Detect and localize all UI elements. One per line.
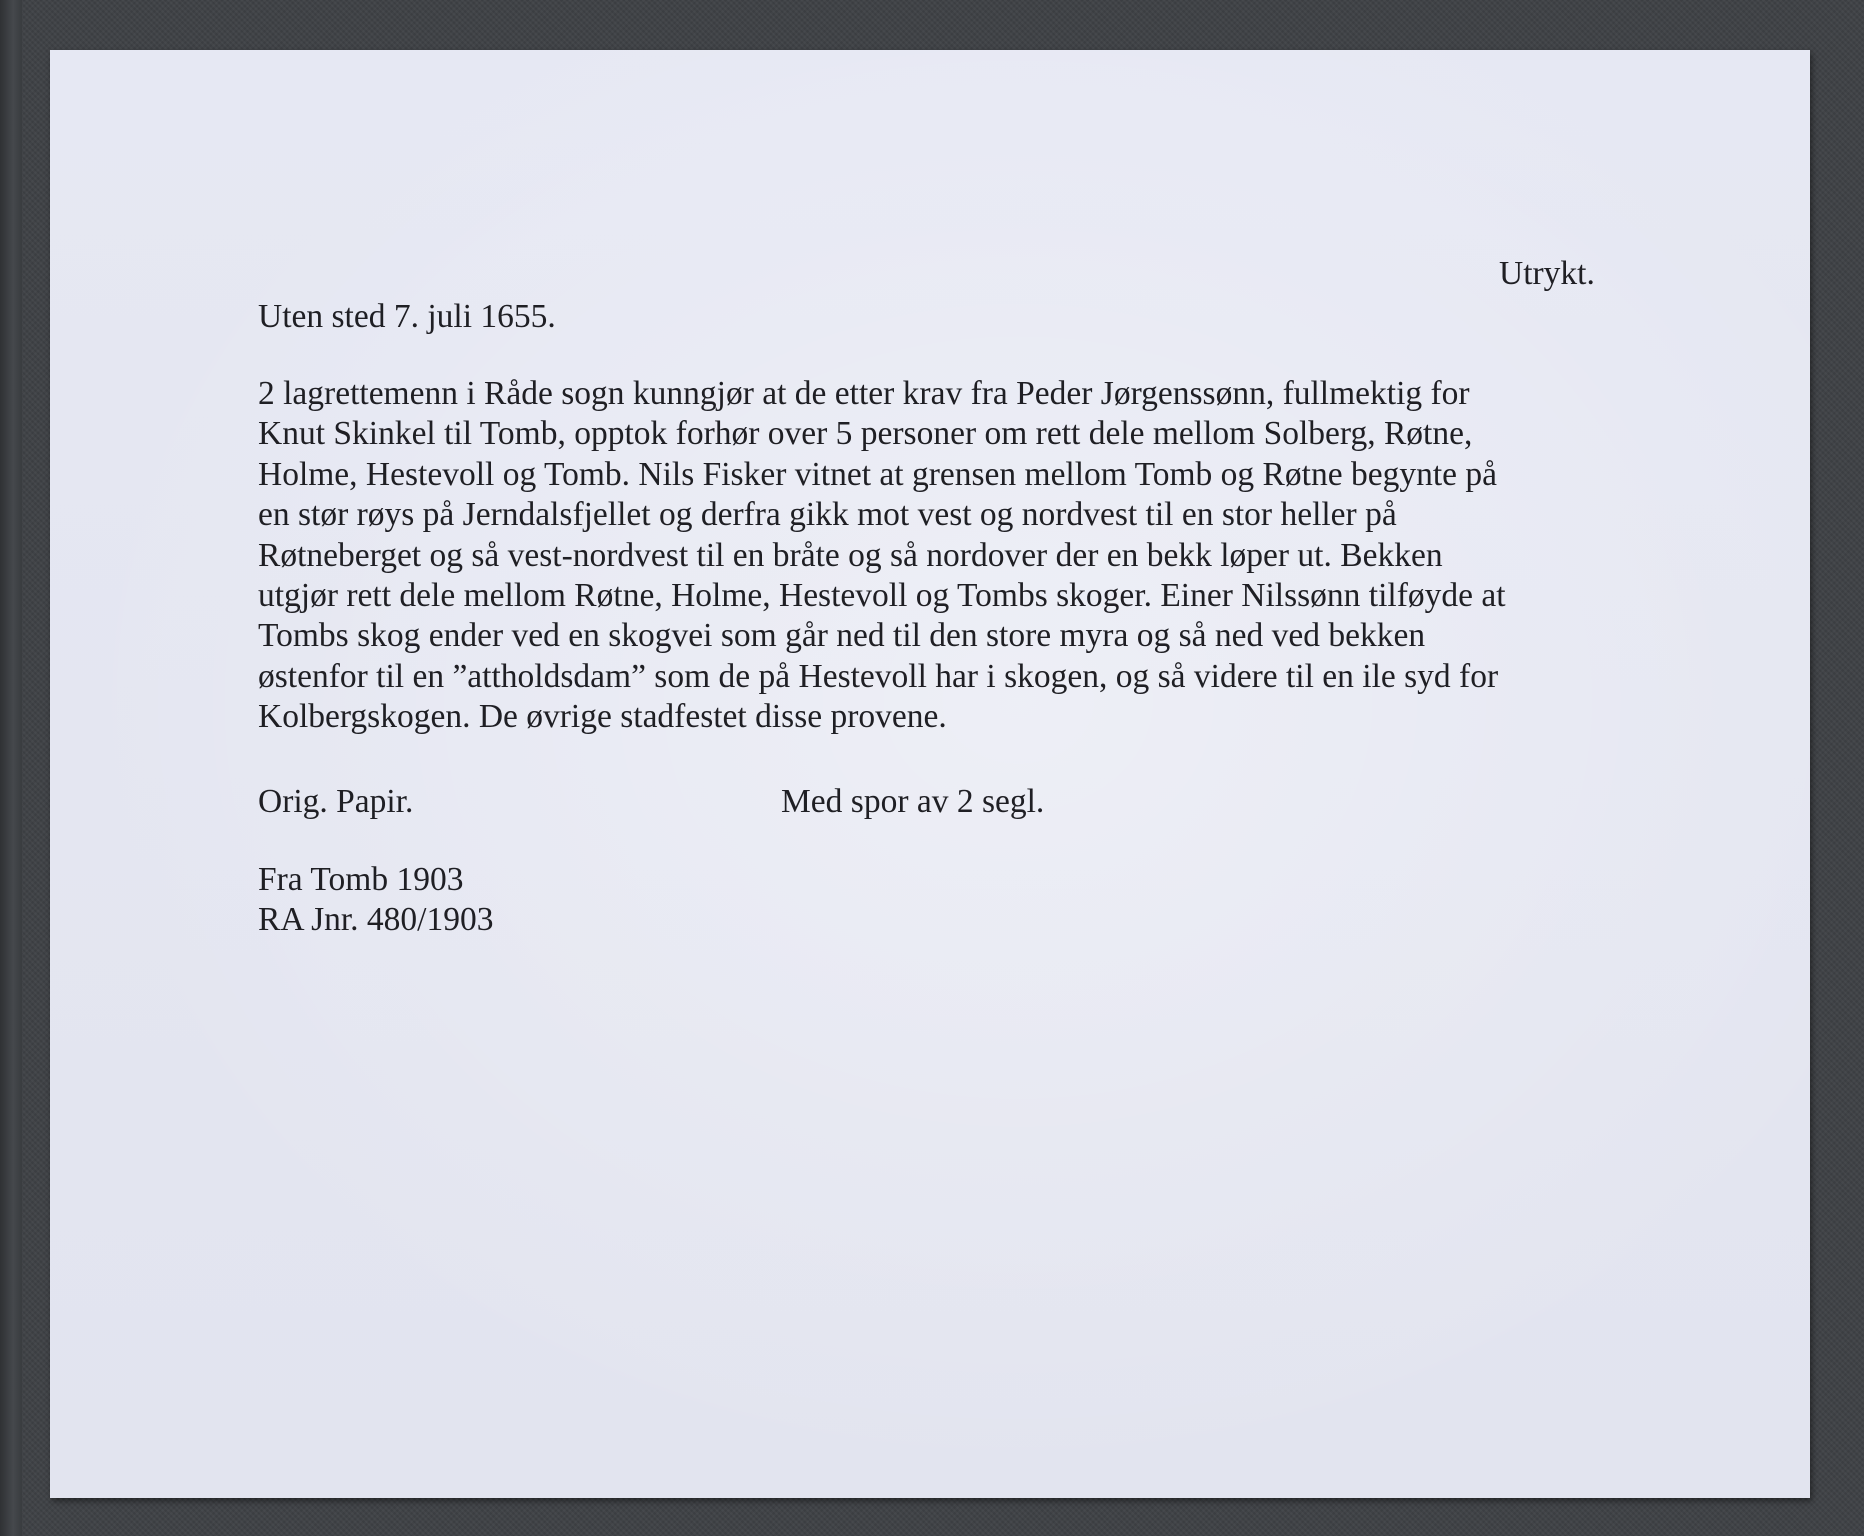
document-sheet: [50, 50, 1810, 1498]
status-label: Utrykt.: [1499, 255, 1595, 292]
summary-line: Kolbergskogen. De øvrige stadfestet disse provene.: [258, 698, 947, 736]
journal-number: RA Jnr. 480/1903: [258, 901, 494, 938]
summary-paragraph: [258, 374, 1648, 738]
summary-line: utgjør rett dele mellom Røtne, Holme, Hestevoll og Tombs skoger. Einer Nilssønn tilføyde at: [258, 576, 1506, 614]
summary-line: Tombs skog ender ved en skogvei som går ned til den store myra og så ned ved bekken: [258, 617, 1426, 655]
summary-line: østenfor til en ”attholdsdam” som de på Hestevoll har i skogen, og så videre til en ile syd for: [258, 657, 1499, 695]
binder-spine: [0, 0, 22, 1536]
summary-line: en stør røys på Jerndalsfjellet og derfra gikk mot vest og nordvest til en stor heller på: [258, 496, 1397, 534]
provenance-note: Fra Tomb 1903: [258, 861, 464, 898]
summary-line: Knut Skinkel til Tomb, opptok forhør over 5 personer om rett dele mellom Solberg, Røtne,: [258, 415, 1473, 453]
place-date-heading: Uten sted 7. juli 1655.: [258, 298, 556, 335]
summary-line: Holme, Hestevoll og Tomb. Nils Fisker vitnet at grensen mellom Tomb og Røtne begynte på: [258, 455, 1497, 493]
summary-line: 2 lagrettemenn i Råde sogn kunngjør at de etter krav fra Peder Jørgenssønn, fullmektig for: [258, 375, 1470, 412]
seal-note: Med spor av 2 segl.: [781, 783, 1045, 820]
material-note: Orig. Papir.: [258, 783, 414, 820]
summary-line: Røtneberget og så vest-nordvest til en bråte og så nordover der en bekk løper ut. Bekken: [258, 536, 1443, 574]
